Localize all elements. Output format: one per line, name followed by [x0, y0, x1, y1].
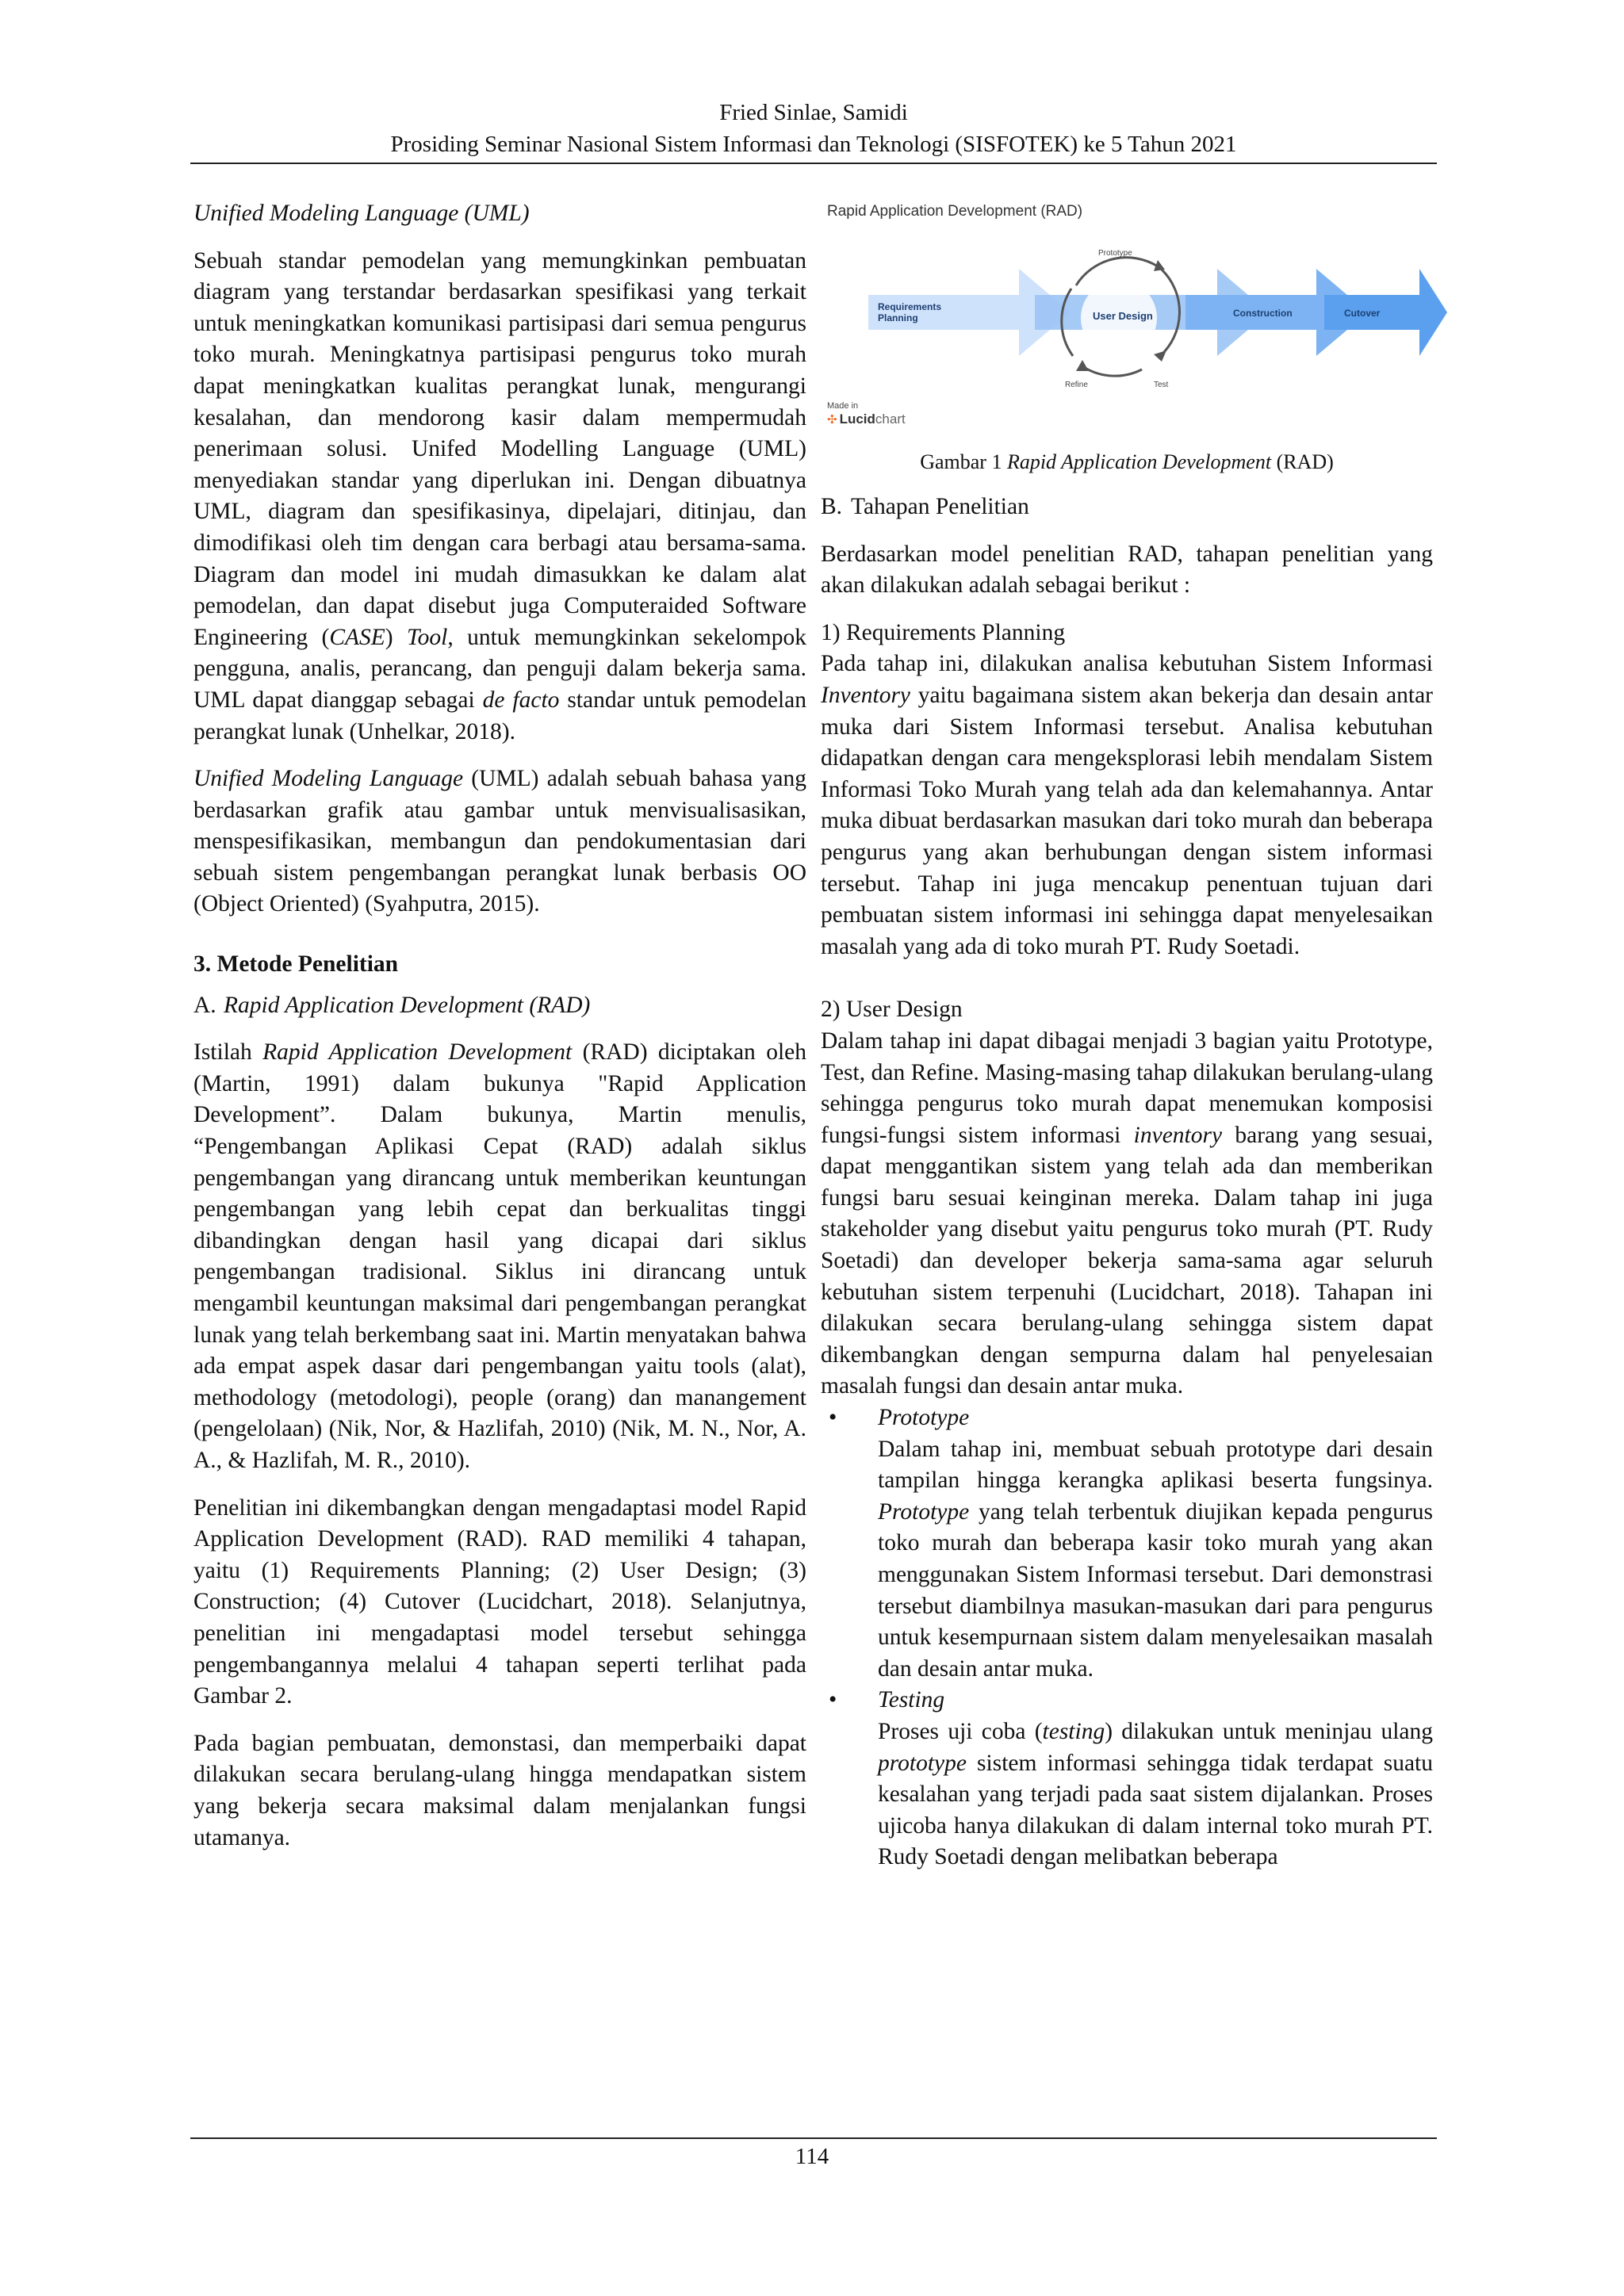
bullet-dot: •	[829, 1687, 837, 1713]
lucidchart-icon: ✣	[827, 413, 837, 427]
bullet-prototype-head	[821, 1402, 1433, 1434]
bullet-prototype-title: Prototype	[878, 1405, 970, 1431]
uml-paragraph-1	[193, 246, 806, 748]
lucidchart-logo	[827, 411, 906, 427]
uml-p1-mid: )	[385, 624, 407, 650]
uml-p1-text-c: standar untuk pemodelan perangkat lunak (Unhelkar, 2018).	[193, 687, 806, 744]
rad-p1-b: (RAD) diciptakan oleh (Martin, 1991) dalam bukunya "Rapid Application Development”. Dalam bukunya, Martin menulis, “Pengembangan Aplikasi Cepat (RAD) adalah siklus pengembangan yang dirancang untuk memberikan keuntungan pengembangan yang lebih cepat dan berkualitas tinggi dibandingkan dengan hasil yang dicapai dari siklus pengembangan tradisional. Siklus ini dirancang untuk mengambil keuntungan maksimal dari pengembangan perangkat lunak yang telah berkembang saat ini. Martin menyatakan bahwa ada empat aspek dasar dari pengembangan yaitu tools (alat), methodology (metodologi), people (orang) dan manangement (pengelolaan) (Nik, Nor, & Hazlifah, 2010) (Nik, M. N., Nor, A. A., & Hazlifah, M. R., 2010).	[193, 1039, 806, 1473]
step-1-paragraph	[821, 649, 1433, 962]
bullet-2-text-c: sistem informasi sehingga tidak terdapat suatu kesalahan yang terjadi pada saat sistem dijalankan. Proses ujicoba hanya dilakukan di dalam internal toko murah PT. Rudy Soetadi dengan melibatkan beberapa	[878, 1750, 1433, 1870]
brand-lucid: Lucid	[839, 411, 875, 427]
subsection-a-label: A.	[193, 992, 216, 1018]
step-2-heading	[821, 994, 1433, 1026]
subsection-a-heading	[193, 990, 806, 1022]
uml-p1-defacto: de facto	[482, 687, 560, 713]
rad-diagram	[821, 193, 1447, 431]
label-cutover: Cutover	[1344, 308, 1381, 319]
label-refine: Refine	[1065, 381, 1088, 389]
header-proceedings: Prosiding Seminar Nasional Sistem Informasi dan Teknologi (SISFOTEK) ke 5 Tahun 2021	[390, 132, 1237, 157]
cycle-arc-bottom	[1082, 366, 1142, 376]
subsection-b-label: B.	[821, 494, 843, 519]
bullet-1-text-b: yang telah terbentuk diujikan kepada pengurus toko murah dan beberapa kasir toko murah yang akan menggunakan Sistem Informasi tersebut. Dari demonstrasi tersebut diambilnya masukan-masukan dari para pengurus untuk kesempurnaan sistem dalam menyelesaikan masalah dan desain antar muka.	[878, 1498, 1433, 1682]
section-3-title: 3. Metode Penelitian	[193, 951, 399, 978]
label-planning: Planning	[878, 312, 918, 323]
uml-p2-text: (UML) adalah sebuah bahasa yang berdasarkan grafik atau gambar untuk menvisualisasikan, menspesifikasikan, membangun dan pendokumentasian dari sebuah sistem pengembangan perangkat lunak berbasis OO (Object Oriented) (Syahputra, 2015).	[193, 766, 806, 917]
figure-caption	[821, 450, 1433, 474]
uml-p1-tool: Tool	[406, 624, 448, 650]
subsection-a-title: Rapid Application Development (RAD)	[224, 992, 591, 1018]
uml-p2-italic: Unified Modeling Language	[193, 766, 464, 792]
bullet-testing-title: Testing	[878, 1687, 945, 1713]
step-2-num: 2)	[821, 997, 841, 1023]
uml-paragraph-2	[193, 763, 806, 920]
step-2-paragraph	[821, 1026, 1433, 1402]
uml-p1-text-b: , untuk memungkinkan sekelompok pengguna, analis, perancang, dan penguji dalam bekerja sama. UML dapat dianggap sebagai	[193, 624, 806, 713]
bullet-2-text-b: ) dilakukan untuk meninjau ulang	[1105, 1718, 1433, 1744]
step-1-title: Requirements Planning	[845, 619, 1066, 645]
step-1-text-a: Pada tahap ini, dilakukan analisa kebutuhan Sistem Informasi	[821, 651, 1433, 677]
label-test: Test	[1154, 381, 1169, 389]
bullet-2-text-a: Proses uji coba (	[878, 1718, 1043, 1744]
step-2-text-b: barang yang sesuai, dapat menggantikan sistem yang telah ada dan memberikan fungsi baru sesuai keinginan mereka. Dalam tahap ini juga stakeholder yang disebut yaitu pengurus toko murah (PT. Rudy Soetadi) dan developer bekerja sama-sama agar seluruh kebutuhan sistem terpenuhi (Lucidchart, 2018). Tahapan ini dilakukan secara berulang-ulang sehingga sistem dapat dikembangkan dengan sempurna dalam hal penyelesaian masalah fungsi dan desain antar muka.	[821, 1122, 1434, 1399]
bullet-prototype-body	[821, 1434, 1433, 1686]
bullet-prototype	[821, 1402, 1433, 1685]
caption-prefix: Gambar 1	[920, 450, 1007, 473]
rad-paragraph-2: Penelitian ini dikembangkan dengan mengadaptasi model Rapid Application Development (RAD). RAD memiliki 4 tahapan, yaitu (1) Requirements Planning; (2) User Design; (3) Construction; (4) Cutover (Lucidchart, 2018). Selanjutnya, penelitian ini mengadaptasi model tersebut sehingga pengembangannya melalui 4 tahapan seperti terlihat pada Gambar 2.	[193, 1494, 806, 1709]
label-user-design: User Design	[1093, 310, 1153, 322]
step-1-text-b: yaitu bagaimana sistem akan bekerja dan desain antar muka dari Sistem Informasi tersebut. Analisa kebutuhan didapatkan dengan cara mengeksplorasi lebih mendalam Sistem Informasi Toko Murah yang telah ada dan kelemahannya. Antar muka dibuat berdasarkan masukan dari toko murah dan beberapa pengurus yang akan berhubungan dengan sistem informasi tersebut. Tahap ini juga mencakup penentuan tujuan dari pembuatan sistem informasi ini sehingga dapat menyelesaikan masalah yang ada di toko murah PT. Rudy Soetadi.	[821, 682, 1433, 959]
label-prototype: Prototype	[1098, 249, 1132, 258]
bullet-testing	[821, 1685, 1433, 1873]
rad-paragraph-3: Pada bagian pembuatan, demonstasi, dan memperbaiki dapat dilakukan secara berulang-ulang hingga mendapatkan sistem yang bekerja secara maksimal dalam menjalankan fungsi utamanya.	[193, 1730, 806, 1850]
cutover-arrow	[1324, 269, 1447, 356]
step-2-title: User Design	[845, 997, 963, 1023]
header-rule	[190, 163, 1437, 164]
footer-rule	[190, 2137, 1437, 2139]
step-1-heading	[821, 618, 1433, 649]
cycle-arrowhead-2	[1154, 350, 1166, 362]
brand-chart: chart	[875, 411, 906, 427]
caption-italic: Rapid Application Development	[1006, 450, 1272, 473]
step-2-text-a: Dalam tahap ini dapat dibagai menjadi 3 bagian yaitu Prototype, Test, dan Refine. Masing-masing tahap dilakukan berulang-ulang sehingga pengurus toko murah dapat menemukan komposisi fungsi-fungsi sistem informasi	[821, 1027, 1433, 1148]
label-construction: Construction	[1233, 308, 1293, 319]
uml-p1-text-a: Sebuah standar pemodelan yang memungkinkan pembuatan diagram yang terstandar berdasarkan spesifikasi yang terkait untuk meningkatkan komunikasi partisipasi dari semua pengurus toko murah. Meningkatnya partisipasi pengurus toko murah dapat meningkatkan kualitas perangkat lunak, mengurangi kesalahan, dan mendorong kasir dalam mempermudah penerimaan solusi. Unifed Modelling Language (UML) menyediakan standar yang diperlukan ini. Dengan dibuatnya UML, diagram dan spesifikasinya, dipelajari, ditinjau, dan dimodifikasi oleh tim dengan cara berbagi atau bersama-sama. Diagram dan model ini mudah dimasukkan ke dalam alat pemodelan, dan dapat disebut juga Computeraided Software Engineering (	[193, 247, 806, 650]
bullet-dot: •	[829, 1405, 837, 1431]
bullet-2-italic-1: testing	[1042, 1718, 1105, 1744]
header-authors: Fried Sinlae, Samidi	[719, 100, 908, 125]
label-requirements: Requirements	[878, 301, 942, 312]
right-column	[821, 492, 1433, 1873]
rad-p1-italic: Rapid Application Development	[262, 1039, 573, 1066]
bullet-testing-head	[821, 1685, 1433, 1716]
bullet-testing-body	[821, 1716, 1433, 1873]
page-number: 114	[795, 2144, 829, 2169]
cycle-arrowhead-3	[1076, 360, 1089, 371]
step-1-num: 1)	[821, 619, 841, 645]
bullet-1-italic: Prototype	[878, 1498, 970, 1525]
rad-p1-a: Istilah	[193, 1039, 263, 1066]
uml-p1-case: CASE	[329, 624, 385, 650]
made-in-label: Made in	[827, 401, 859, 411]
uml-heading: Unified Modeling Language (UML)	[193, 201, 530, 226]
subsection-b-heading	[821, 492, 1433, 523]
rad-paragraph-1	[193, 1037, 806, 1476]
step-1-italic: Inventory	[821, 682, 911, 708]
subsection-b-title: Tahapan Penelitian	[851, 494, 1029, 519]
figure-title: Rapid Application Development (RAD)	[827, 203, 1083, 220]
bullet-1-text-a: Dalam tahap ini, membuat sebuah prototype dari desain tampilan hingga kerangka aplikasi beserta fungsinya.	[878, 1436, 1433, 1494]
left-column	[193, 198, 806, 1869]
intro-paragraph: Berdasarkan model penelitian RAD, tahapan penelitian yang akan dilakukan adalah sebagai berikut :	[821, 541, 1433, 599]
step-2-italic: inventory	[1133, 1122, 1223, 1148]
caption-suffix: (RAD)	[1271, 450, 1334, 473]
page-header	[190, 97, 1437, 160]
bullet-2-italic-2: prototype	[878, 1750, 967, 1776]
lucidchart-badge	[827, 401, 906, 427]
rad-figure	[821, 193, 1447, 431]
